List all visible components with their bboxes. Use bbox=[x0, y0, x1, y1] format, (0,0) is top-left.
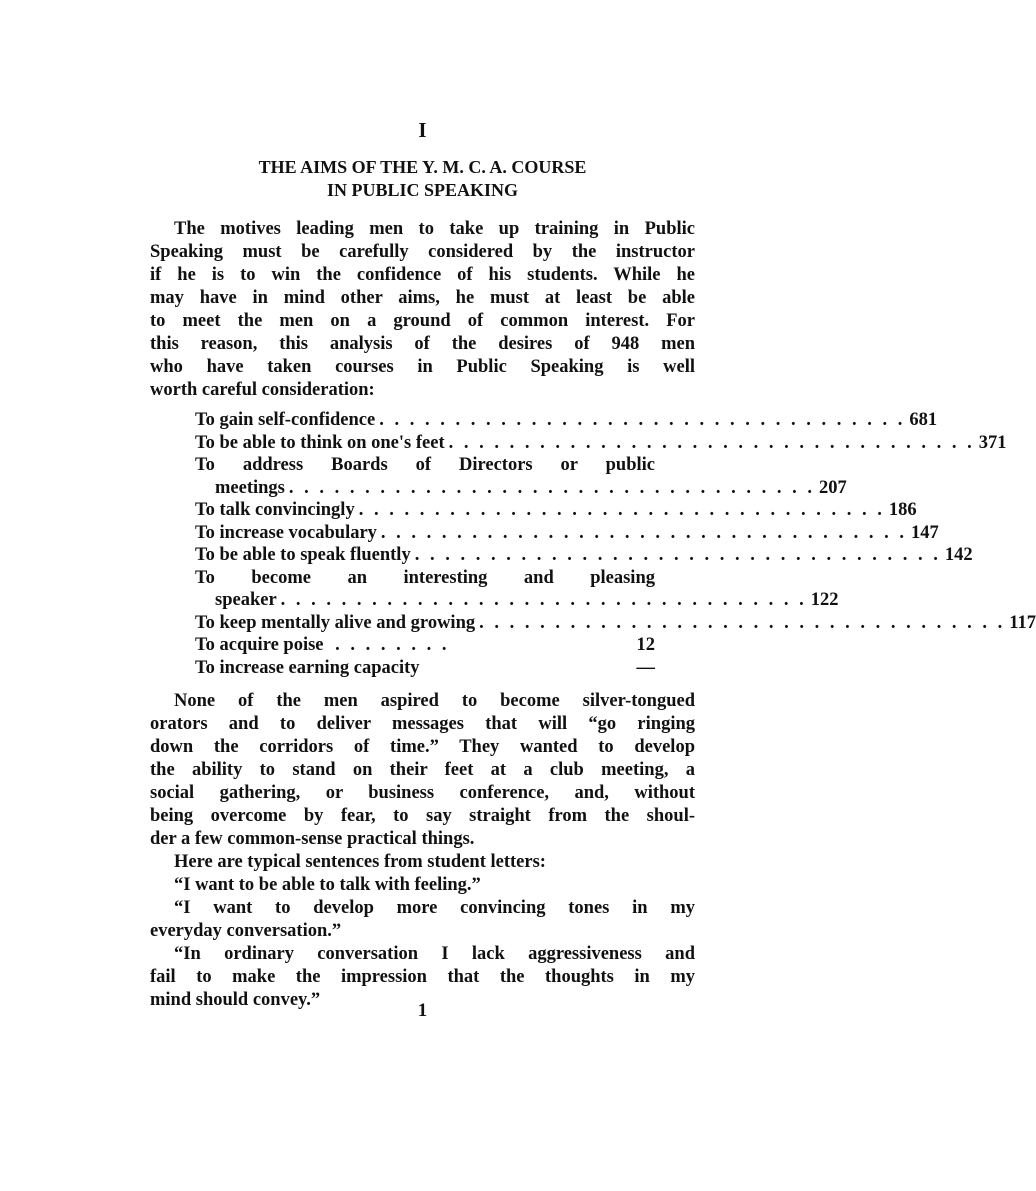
list-item: To be able to speak fluently . . . . . . . . . . . . . . . . . . . . . . . . . . . . . . . . . . . 142 bbox=[195, 545, 973, 565]
page-number: 1 bbox=[417, 1000, 428, 1021]
body-paragraph bbox=[150, 690, 695, 1012]
text-line: Here are typical sentences from student letters: bbox=[174, 852, 546, 872]
text-line: social gathering, or business conference, and, without bbox=[150, 783, 695, 803]
list-item: To acquire poise . . . . . . . . 12 bbox=[195, 635, 655, 655]
text-line: worth careful consideration: bbox=[150, 380, 375, 400]
quote-line: everyday conversation.” bbox=[150, 921, 342, 941]
list-item: To gain self-confidence . . . . . . . . . . . . . . . . . . . . . . . . . . . . . . . . . . . 681 bbox=[195, 410, 938, 430]
list-item-wrap: To address Boards of Directors or public bbox=[195, 455, 655, 475]
list-item: To increase vocabulary . . . . . . . . . . . . . . . . . . . . . . . . . . . . . . . . . . . 147 bbox=[195, 522, 939, 543]
text-line: being overcome by fear, to say straight from the shoul- bbox=[150, 806, 695, 826]
chapter-title bbox=[150, 156, 695, 202]
intro-paragraph bbox=[150, 218, 695, 402]
text-line: the ability to stand on their feet at a club meeting, a bbox=[150, 760, 695, 780]
text-line: der a few common-sense practical things. bbox=[150, 829, 475, 849]
text-line: who have taken courses in Public Speaking is well bbox=[150, 357, 695, 377]
text-line: None of the men aspired to become silver-tongued bbox=[174, 691, 695, 711]
list-item: To talk convincingly . . . . . . . . . . . . . . . . . . . . . . . . . . . . . . . . . . . 186 bbox=[195, 500, 917, 520]
chapter-number: I bbox=[418, 118, 427, 142]
quote-line: “I want to develop more convincing tones in my bbox=[174, 898, 695, 918]
text-line: if he is to win the confidence of his students. While he bbox=[150, 265, 695, 285]
text-line: Speaking must be carefully considered by the instructor bbox=[150, 242, 695, 262]
list-item: To keep mentally alive and growing . . . . . . . . . . . . . . . . . . . . . . . . . . . . . . . . . . . 117 bbox=[195, 612, 1036, 633]
desires-list bbox=[195, 409, 1036, 679]
list-item: meetings . . . . . . . . . . . . . . . . . . . . . . . . . . . . . . . . . . . 207 bbox=[215, 477, 847, 498]
text-line: down the corridors of time.” They wanted to develop bbox=[150, 737, 695, 757]
list-item: To increase earning capacity — bbox=[195, 657, 655, 678]
quote-line: “In ordinary conversation I lack aggressiveness and bbox=[174, 944, 695, 964]
list-item: To be able to think on one's feet . . . . . . . . . . . . . . . . . . . . . . . . . . . . . . . . . . . 371 bbox=[195, 432, 1007, 453]
quote-line: “I want to be able to talk with feeling.” bbox=[174, 875, 481, 895]
text-line: this reason, this analysis of the desires of 948 men bbox=[150, 334, 695, 354]
chapter-title-line-2: IN PUBLIC SPEAKING bbox=[326, 180, 519, 200]
text-line: to meet the men on a ground of common interest. For bbox=[150, 311, 695, 331]
quote-line: mind should convey.” bbox=[150, 990, 321, 1010]
list-item-wrap: To become an interesting and pleasing bbox=[195, 567, 655, 588]
text-line: orators and to deliver messages that will “go ringing bbox=[150, 714, 695, 734]
chapter-title-line-1: THE AIMS OF THE Y. M. C. A. COURSE bbox=[258, 157, 587, 177]
list-item: speaker . . . . . . . . . . . . . . . . . . . . . . . . . . . . . . . . . . . 122 bbox=[215, 590, 839, 610]
text-line: The motives leading men to take up training in Public bbox=[174, 219, 695, 239]
text-line: may have in mind other aims, he must at least be able bbox=[150, 288, 695, 308]
quote-line: fail to make the impression that the thoughts in my bbox=[150, 967, 695, 987]
